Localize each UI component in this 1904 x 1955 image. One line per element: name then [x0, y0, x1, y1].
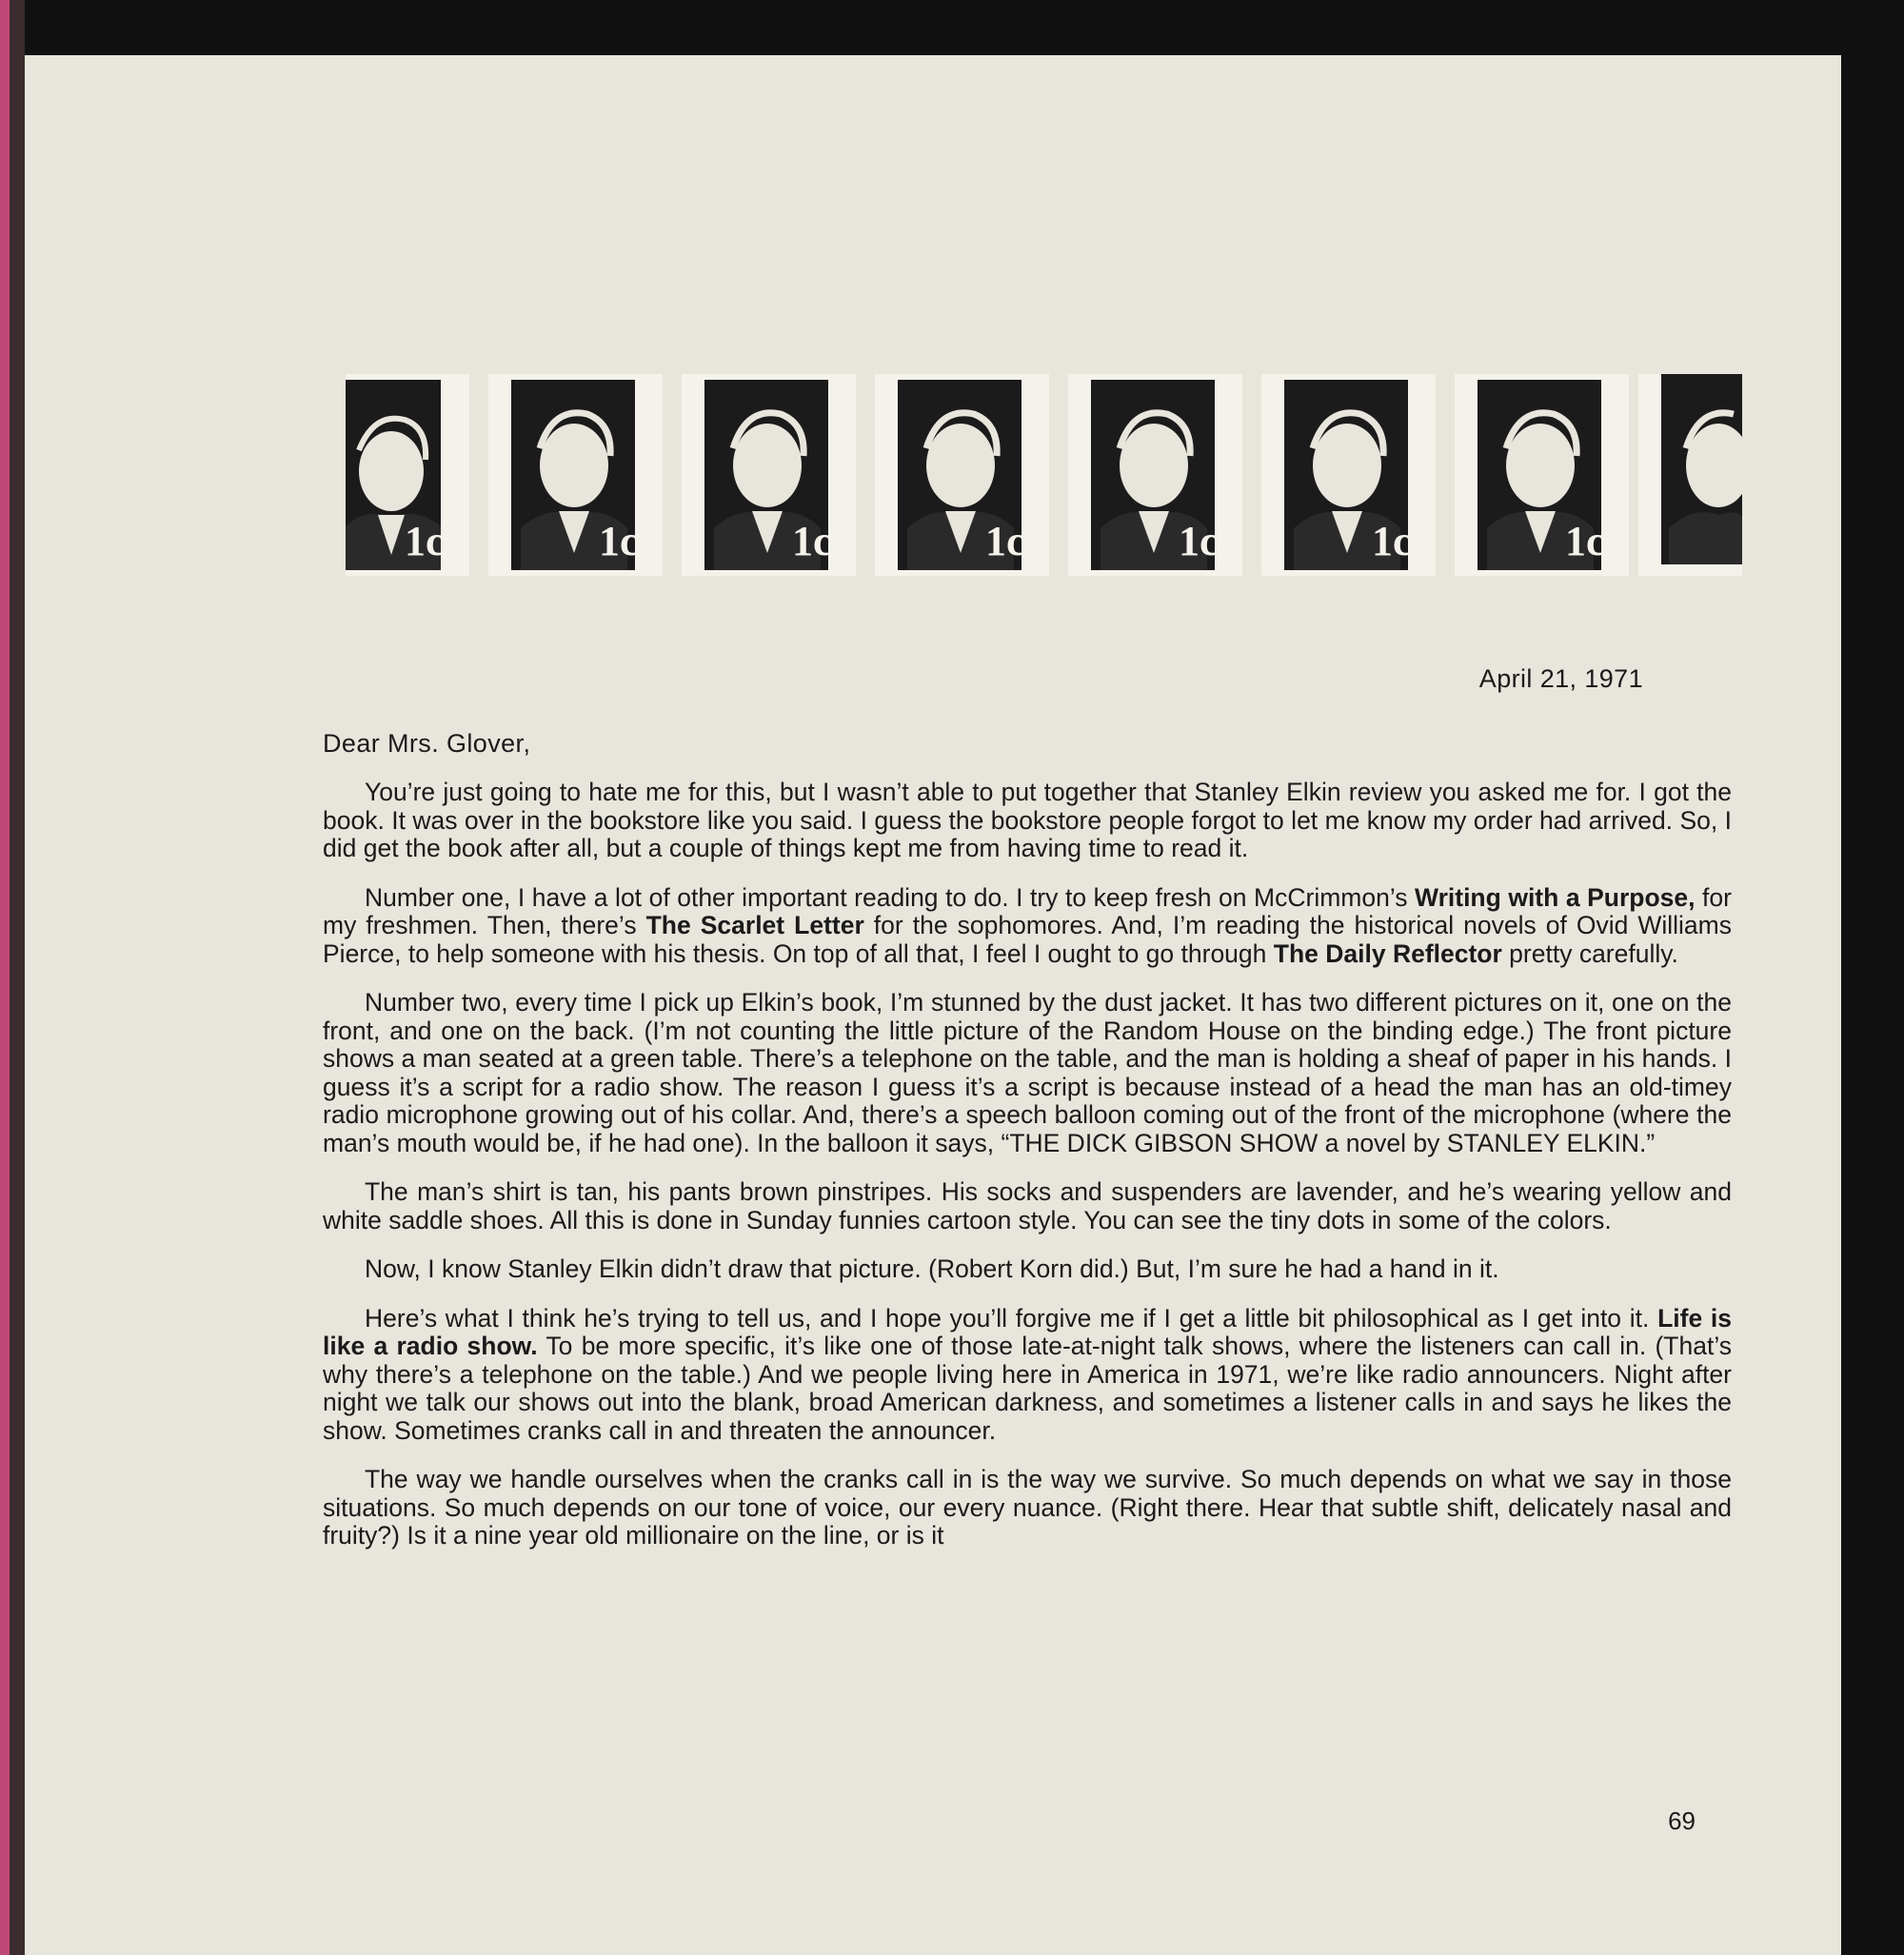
stamp-country-label: UNITED STATES [640, 384, 658, 517]
newspaper-title: The Daily Reflector [1273, 938, 1502, 968]
stamp-country-label: UNITED STATES [1026, 384, 1044, 517]
stamp [875, 374, 1049, 576]
stamp-denomination: 1c [1372, 518, 1412, 564]
paragraph: The way we handle ourselves when the cranks call in is the way we survive. So much depends on what we say in those situations. So much depends on our tone of voice, our every nuance. (Right there. Hear that subtle shift, delicately nasal and fruity?) Is it a nine year old millionaire on the line, or is it [323, 1465, 1732, 1550]
letter-date: April 21, 1971 [1478, 664, 1643, 693]
stamp [1638, 374, 1742, 576]
book-title: Writing with a Purpose, [1415, 882, 1696, 912]
stamp-country-label: UNITED STATES [1606, 384, 1624, 517]
stamp-name-label: THOMAS JEFFERSON [684, 384, 702, 562]
jefferson-portrait-icon [1661, 393, 1742, 564]
stamp-denomination: 1c [792, 518, 832, 564]
paragraph: Now, I know Stanley Elkin didn’t draw that picture. (Robert Korn did.) But, I’m sure he had a hand in it. [365, 1254, 1499, 1283]
emphasis-text: Life is like a radio show. [323, 1303, 1732, 1360]
paragraph: Number two, every time I pick up Elkin’s book, I’m stunned by the dust jacket. It has two different pictures on it, one on the front, and one on the back. (I’m not counting the little picture of the Random House on the binding edge.) The front picture shows a man seated at a green table. There’s a telephone on the table, and the man is holding a sheaf of paper in his hands. I guess it’s a script for a radio show. The reason I guess it’s a script is because instead of a head the man has an old-timey radio microphone growing out of his collar. And, there’s a speech balloon coming out of the front of the microphone (where the man’s mouth would be, if he had one). In the balloon it says, “THE DICK GIBSON SHOW a novel by STANLEY ELKIN.” [323, 988, 1732, 1157]
stamp-name-label: THOMAS JEFFERSON [1640, 384, 1658, 562]
stamp-name-label: THOMAS JEFFERSON [1070, 384, 1088, 562]
stamp [346, 374, 469, 576]
letter-salutation: Dear Mrs. Glover, [323, 729, 531, 758]
paragraph: Number one, I have a lot of other important reading to do. I try to keep fresh on McCrimmon’s Writing with a Purpose, for my freshmen. Then, there’s The Scarlet Letter for the sophomores. And, I’m reading the historical novels of Ovid Williams Pierce, to help someone with his thesis. On top of all that, I feel I ought to go through The Daily Reflector pretty carefully. [323, 882, 1732, 968]
stamp-denomination: 1c [405, 518, 445, 564]
page-number: 69 [1668, 1807, 1696, 1835]
paragraph: You’re just going to hate me for this, but I wasn’t able to put together that Stanley Elkin review you asked me for. I got the book. It was over in the bookstore like you said. I guess the bookstore people forgot to let me know my order had arrived. So, I did get the book after all, but a couple of things kept me from having time to read it. [323, 778, 1732, 862]
stamp-name-label: THOMAS JEFFERSON [1457, 384, 1475, 562]
stamp [1455, 374, 1629, 576]
book-title: The Scarlet Letter [645, 911, 864, 939]
stamp-country-label: UNITED STATES [833, 384, 851, 517]
stamp-country-label: UNITED STATES [446, 384, 464, 517]
stamp-denomination: 1c [1565, 518, 1605, 564]
stamp-name-label: THOMAS JEFFERSON [1263, 384, 1281, 562]
stamp-denomination: 1c [985, 518, 1025, 564]
paragraph: The man’s shirt is tan, his pants brown pinstripes. His socks and suspenders are lavender, and he’s wearing yellow and white saddle shoes. All this is done in Sunday funnies cartoon style. You can see the tiny dots in some of the colors. [323, 1177, 1732, 1234]
stamp-country-label: UNITED STATES [1220, 384, 1238, 517]
stamp-name-label: THOMAS JEFFERSON [490, 384, 508, 562]
book-page [25, 55, 1841, 1955]
stamp-country-label: UNITED STATES [1413, 384, 1431, 517]
stamp-denomination: 1c [1179, 518, 1219, 564]
book-gutter [10, 0, 25, 1955]
paragraph: Here’s what I think he’s trying to tell us, and I hope you’ll forgive me if I get a little bit philosophical as I get into it. Life is like a radio show. To be more specific, it’s like one of those late-at-night talk shows, where the listeners can call in. (That’s why there’s a telephone on the table.) And we people living here in America in 1971, we’re like radio announcers. Night after night we talk our shows out into the blank, broad American darkness, and sometimes a listener calls in and says he likes the show. Sometimes cranks call in and threaten the announcer. [323, 1303, 1732, 1445]
stamp-strip [346, 374, 1742, 576]
stamp [682, 374, 856, 576]
stamp [1261, 374, 1436, 576]
stamp-name-label: THOMAS JEFFERSON [877, 384, 895, 562]
stamp [488, 374, 663, 576]
letter-body [323, 779, 1732, 1571]
stamp [1068, 374, 1242, 576]
stamp-denomination: 1c [599, 518, 639, 564]
